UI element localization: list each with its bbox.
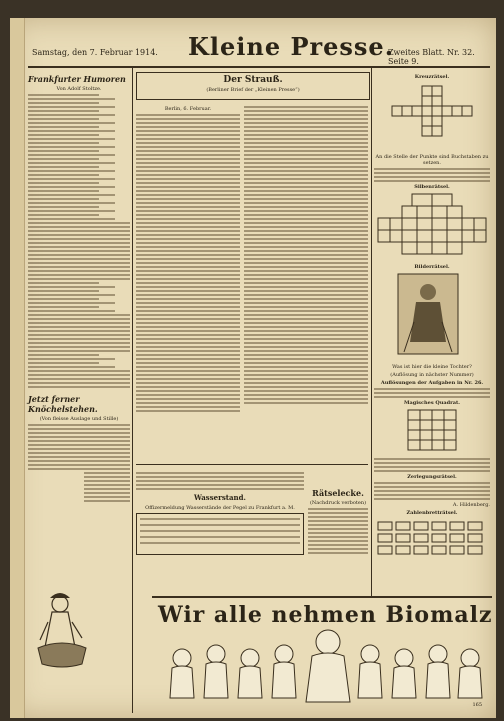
magic-square-title: Magisches Quadrat. [403, 400, 461, 406]
poem-title: Frankfurter Humoren [28, 74, 126, 84]
feature-title: Der Strauß. [223, 75, 283, 85]
solutions-title: Auflösungen der Aufgaben in Nr. 26. [380, 380, 484, 386]
riddle-subtitle: (Nachdruck verboten) [309, 500, 367, 506]
column-3-text [244, 106, 368, 404]
column-2-text [136, 114, 240, 412]
market-table [136, 470, 304, 590]
market-title: Wasserstand. [194, 493, 246, 502]
number-board [374, 518, 490, 558]
feature-subtitle: (Berliner Brief der „Kleinen Presse“) [206, 87, 300, 93]
crossword-caption: An die Stelle der Punkte sind Buchstaben zu setzen. [375, 154, 489, 166]
section-2-title: Jetzt ferner Knöchelstehen. [28, 394, 98, 414]
poem-author: Von Adolf Stoltze. [56, 86, 102, 92]
splitting-title: Zerlegungsrätsel. [407, 474, 457, 480]
feature-header [136, 72, 370, 100]
numbers-title: Zahlenbretträtsel. [406, 510, 458, 516]
poem-text [28, 94, 130, 388]
newspaper-page [10, 18, 496, 718]
picture-puzzle-title: Bilderrätsel. [414, 264, 450, 270]
cross-grid [374, 82, 490, 148]
page-number: 165 [472, 702, 482, 708]
column-1 [28, 72, 130, 712]
syllable-grid [374, 192, 490, 258]
puzzle-signature: A. Hildenberg. [452, 502, 490, 508]
feature-dateline: Berlin, 6. Februar. [164, 106, 212, 112]
column-2 [136, 104, 240, 504]
market-subtitle: Offizermeldung Wasserstände der Pegel zu Frankfurt a. M. [145, 505, 295, 511]
previous-page-edge [10, 18, 25, 718]
column-3 [244, 104, 368, 504]
woman-illustration [32, 592, 92, 672]
syllable-title: Silbenrätsel. [414, 184, 450, 190]
picture-caption-2: (Auflösung in nächster Nummer) [390, 372, 474, 378]
crossword-title: Kreuzrätsel. [414, 74, 450, 80]
babies-illustration [152, 628, 492, 708]
riddle-title: Rätselecke. [312, 488, 364, 498]
magic-square [374, 408, 490, 452]
issue-date: Samstag, den 7. Februar 1914. [32, 48, 158, 57]
section-2-subtitle: (Von fleisse Auslage und Stille) [39, 416, 119, 422]
picture-puzzle [374, 272, 490, 358]
biomalz-advertisement [152, 596, 492, 708]
section-2-text [28, 424, 130, 502]
masthead [28, 26, 490, 68]
picture-caption: Was ist hier die kleine Tochter? [392, 364, 472, 370]
issue-number: Zweites Blatt. Nr. 32. Seite 9. [388, 48, 475, 66]
newspaper-title: Kleine Presse. [188, 32, 395, 61]
riddle-corner [308, 488, 368, 556]
ad-slogan: Wir alle nehmen Biomalz [158, 602, 493, 628]
